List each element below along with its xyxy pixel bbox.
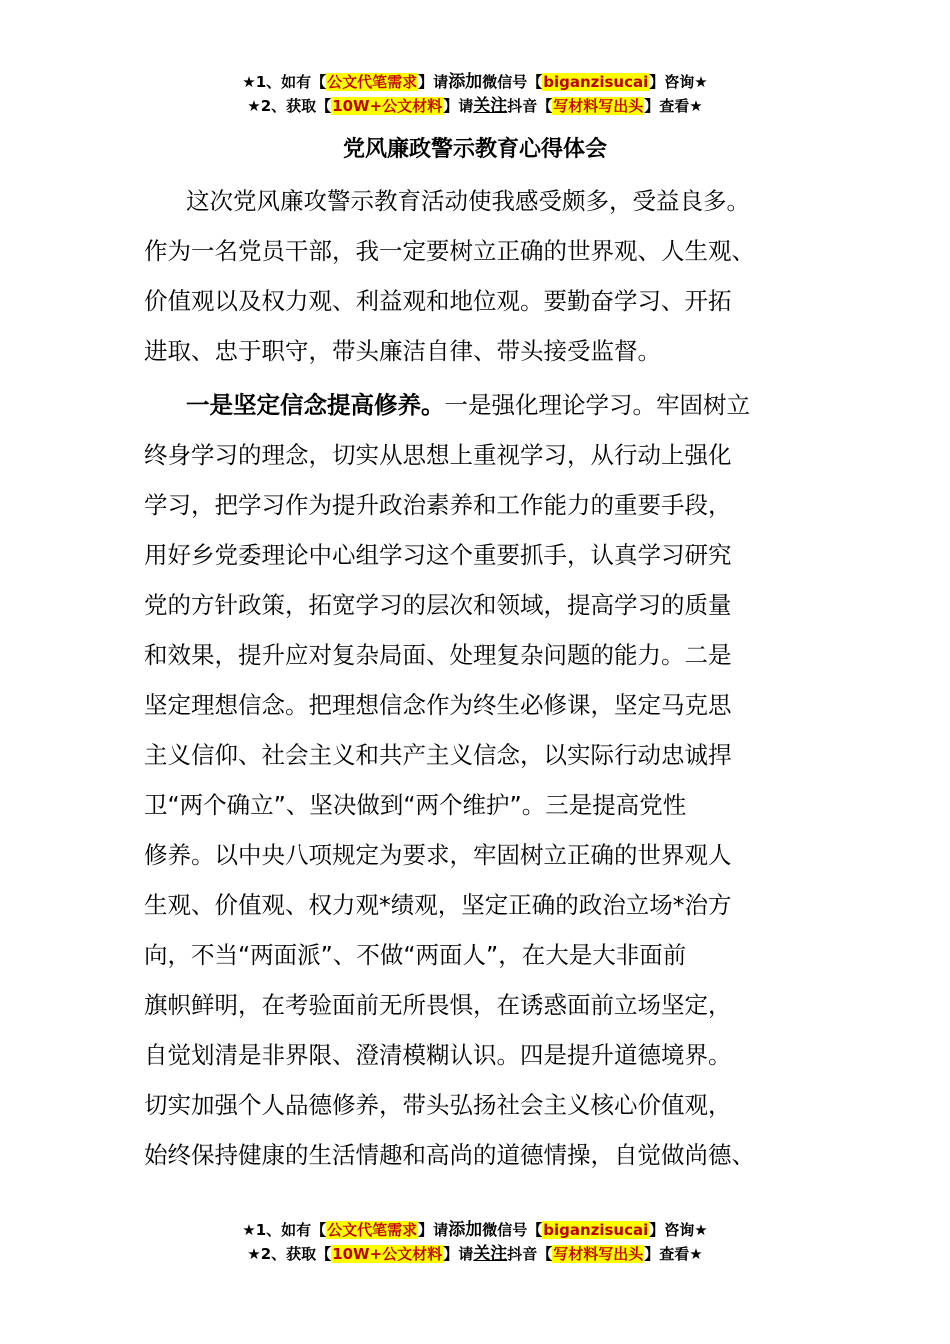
body-line-4: 进取、忠于职守，带头廉洁自律、带头接受监督。 [144, 337, 661, 365]
highlight-materials: 10W+公文材料 [332, 1245, 443, 1263]
body-line-5: 一是坚定信念提高修养。一是强化理论学习。牢固树立 [186, 391, 750, 419]
body-line-20: 始终保持健康的生活情趣和高尚的道德情操，自觉做尚德、 [144, 1141, 755, 1169]
body-line-1: 这次党风廉攻警示教育活动使我感受颇多，受益良多。 [186, 187, 750, 215]
body-line-11: 坚定理想信念。把理想信念作为终生必修课，坚定马克思 [144, 691, 732, 719]
body-line-19: 切实加强个人品德修养，带头弘扬社会主义核心价值观， [144, 1091, 732, 1119]
section-heading-1: 一是坚定信念提高修养。 [186, 391, 445, 419]
highlight-douyin-id: 写材料写出头 [553, 1245, 644, 1263]
document-title: 党风廉政警示教育心得体会 [342, 137, 607, 162]
highlight-douyin-id: 写材料写出头 [553, 97, 644, 115]
highlight-wechat-id: biganzisucai [543, 73, 649, 91]
top-banner [0, 70, 950, 118]
body-line-16: 向，不当“两面派”、不做“两面人”，在大是大非面前 [144, 941, 687, 969]
body-line-3: 价值观以及权力观、利益观和地位观。要勤奋学习、开拓 [144, 287, 732, 315]
body-line-13: 卫“两个确立”、坚决做到“两个维护”。三是提高党性 [144, 791, 687, 819]
body-line-2: 作为一名党员干部，我一定要树立正确的世界观、人生观、 [144, 237, 755, 265]
body-line-12: 主义信仰、社会主义和共产主义信念，以实际行动忠诚捍 [144, 741, 732, 769]
body-line-10: 和效果，提升应对复杂局面、处理复杂问题的能力。二是 [144, 641, 732, 669]
banner-line-1: ★1、如有【公文代笔需求】请添加微信号【biganzisucai】咨询★ [242, 1220, 708, 1240]
body-line-18: 自觉划清是非界限、澄清模糊认识。四是提升道德境界。 [144, 1041, 732, 1069]
highlight-service: 公文代笔需求 [327, 73, 418, 91]
body-line-8: 用好乡党委理论中心组学习这个重要抓手，认真学习研究 [144, 541, 732, 569]
body-line-15: 生观、价值观、权力观*绩观，坚定正确的政治立场*治方 [144, 891, 732, 919]
body-line-9: 党的方针政策，拓宽学习的层次和领域，提高学习的质量 [144, 591, 732, 619]
body-line-6: 终身学习的理念，切实从思想上重视学习，从行动上强化 [144, 441, 732, 469]
body-line-17: 旗帜鲜明，在考验面前无所畏惧，在诱惑面前立场坚定， [144, 991, 732, 1019]
bottom-banner [0, 1218, 950, 1266]
highlight-service: 公文代笔需求 [327, 1221, 418, 1239]
body-line-7: 学习，把学习作为提升政治素养和工作能力的重要手段， [144, 491, 732, 519]
banner-line-1: ★1、如有【公文代笔需求】请添加微信号【biganzisucai】咨询★ [242, 72, 708, 92]
highlight-materials: 10W+公文材料 [332, 97, 443, 115]
banner-line-2: ★2、获取【10W+公文材料】请关注抖音【写材料写出头】查看★ [247, 1244, 703, 1264]
body-line-14: 修养。以中央八项规定为要求，牢固树立正确的世界观人 [144, 841, 732, 869]
banner-line-2: ★2、获取【10W+公文材料】请关注抖音【写材料写出头】查看★ [247, 96, 703, 116]
highlight-wechat-id: biganzisucai [543, 1221, 649, 1239]
